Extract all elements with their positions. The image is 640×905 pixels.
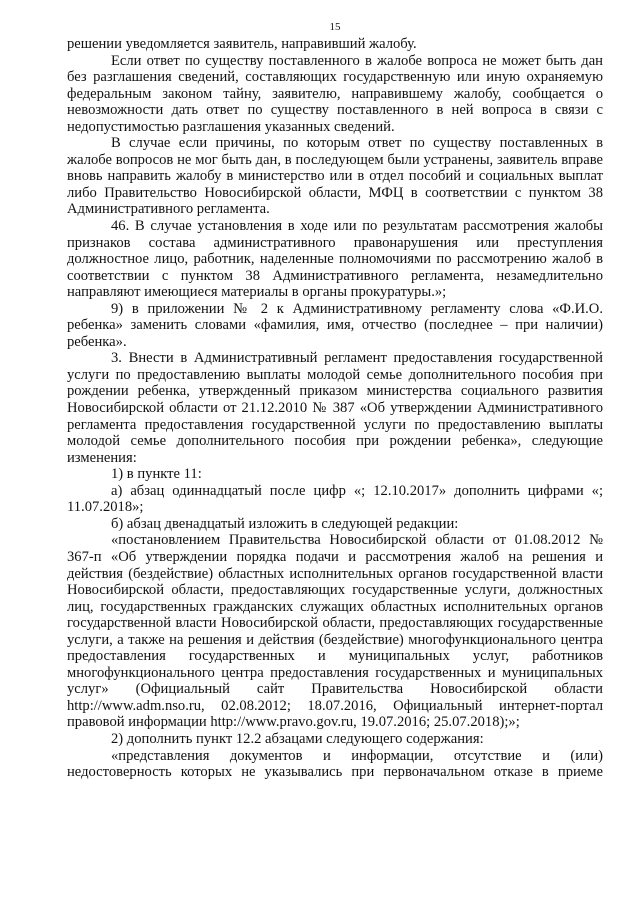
paragraph-quoted-documents: «представления документов и информации, отсутствие и (или) недостоверность которых не указывались при первоначальном отказе в приеме [67, 747, 603, 781]
paragraph-point-2: 2) дополнить пункт 12.2 абзацами следующего содержания: [111, 730, 484, 747]
paragraph-section-3: 3. Внести в Административный регламент предоставления государственной услуги по предоставлению выплаты молодой семье дополнительного пособия при рождении ребенка, утвержденный приказом министерства социального развития Новосибирской области от 21.12.2010 № 387 «Об утверждении Административного регламента предоставления государственной услуги по предоставлению выплаты молодой семье дополнительного пособия при рождении ребенка», следующие изменения: [67, 350, 603, 466]
paragraph-quoted-resolution: «постановлением Правительства Новосибирской области от 01.08.2012 № 367-п «Об утверждении порядка подачи и рассмотрения жалоб на решения и действия (бездействие) областных исполнительных органов государственной власти Новосибирской области, предоставляющих государственные услуги, должностных лиц, государственных гражданских служащих областных исполнительных органов государственной власти Новосибирской области, предоставляющих государственные услуги, а также на решения и действия (бездействие) многофункционального центра предоставления государственных и муниципальных услуг, работников многофункционального центра предоставления государственных и муниципальных услуг» (Официальный сайт Правительства Новосибирской области http://www.adm.nso.ru, 02.08.2012; 18.07.2016, Официальный интернет-портал правовой информации http://www.pravo.gov.ru, 19.07.2016; 25.07.2018);»; [67, 532, 603, 731]
paragraph-point-1: 1) в пункте 11: [111, 466, 202, 483]
document-page [67, 20, 603, 781]
paragraph-secrecy: Если ответ по существу поставленного в жалобе вопроса не может быть дан без разглашения сведений, составляющих государственную или иную охраняемую федеральным законом тайну, заявителю, направившему жалобу, сообщается о невозможности дать ответ по существу поставленного в ней вопроса в связи с недопустимостью разглашения указанных сведений. [67, 52, 603, 135]
paragraph-item-9: 9) в приложении № 2 к Административному регламенту слова «Ф.И.О. ребенка» заменить словами «фамилия, имя, отчество (последнее – при наличии) ребенка». [67, 300, 603, 350]
page-number: 15 [329, 21, 341, 33]
document-body [67, 36, 603, 781]
paragraph-item-46: 46. В случае установления в ходе или по результатам рассмотрения жалобы признаков состава административного правонарушения или преступления должностное лицо, работник, наделенные полномочиями по рассмотрению жалоб в соответствии с пунктом 38 Административного регламента, незамедлительно направляют имеющиеся материалы в органы прокуратуры.»; [67, 218, 603, 301]
paragraph-point-a: а) абзац одиннадцатый после цифр «; 12.10.2017» дополнить цифрами «; 11.07.2018»; [67, 482, 603, 516]
paragraph-resubmission: В случае если причины, по которым ответ по существу поставленных в жалобе вопросов не мог быть дан, в последующем были устранены, заявитель вправе вновь направить жалобу в министерство или в отдел пособий и социальных выплат либо Правительство Новосибирской области, МФЦ в соответствии с пунктом 38 Административного регламента. [67, 135, 603, 218]
paragraph-point-b: б) абзац двенадцатый изложить в следующей редакции: [111, 515, 459, 532]
paragraph-continuation: решении уведомляется заявитель, направивший жалобу. [67, 36, 417, 52]
